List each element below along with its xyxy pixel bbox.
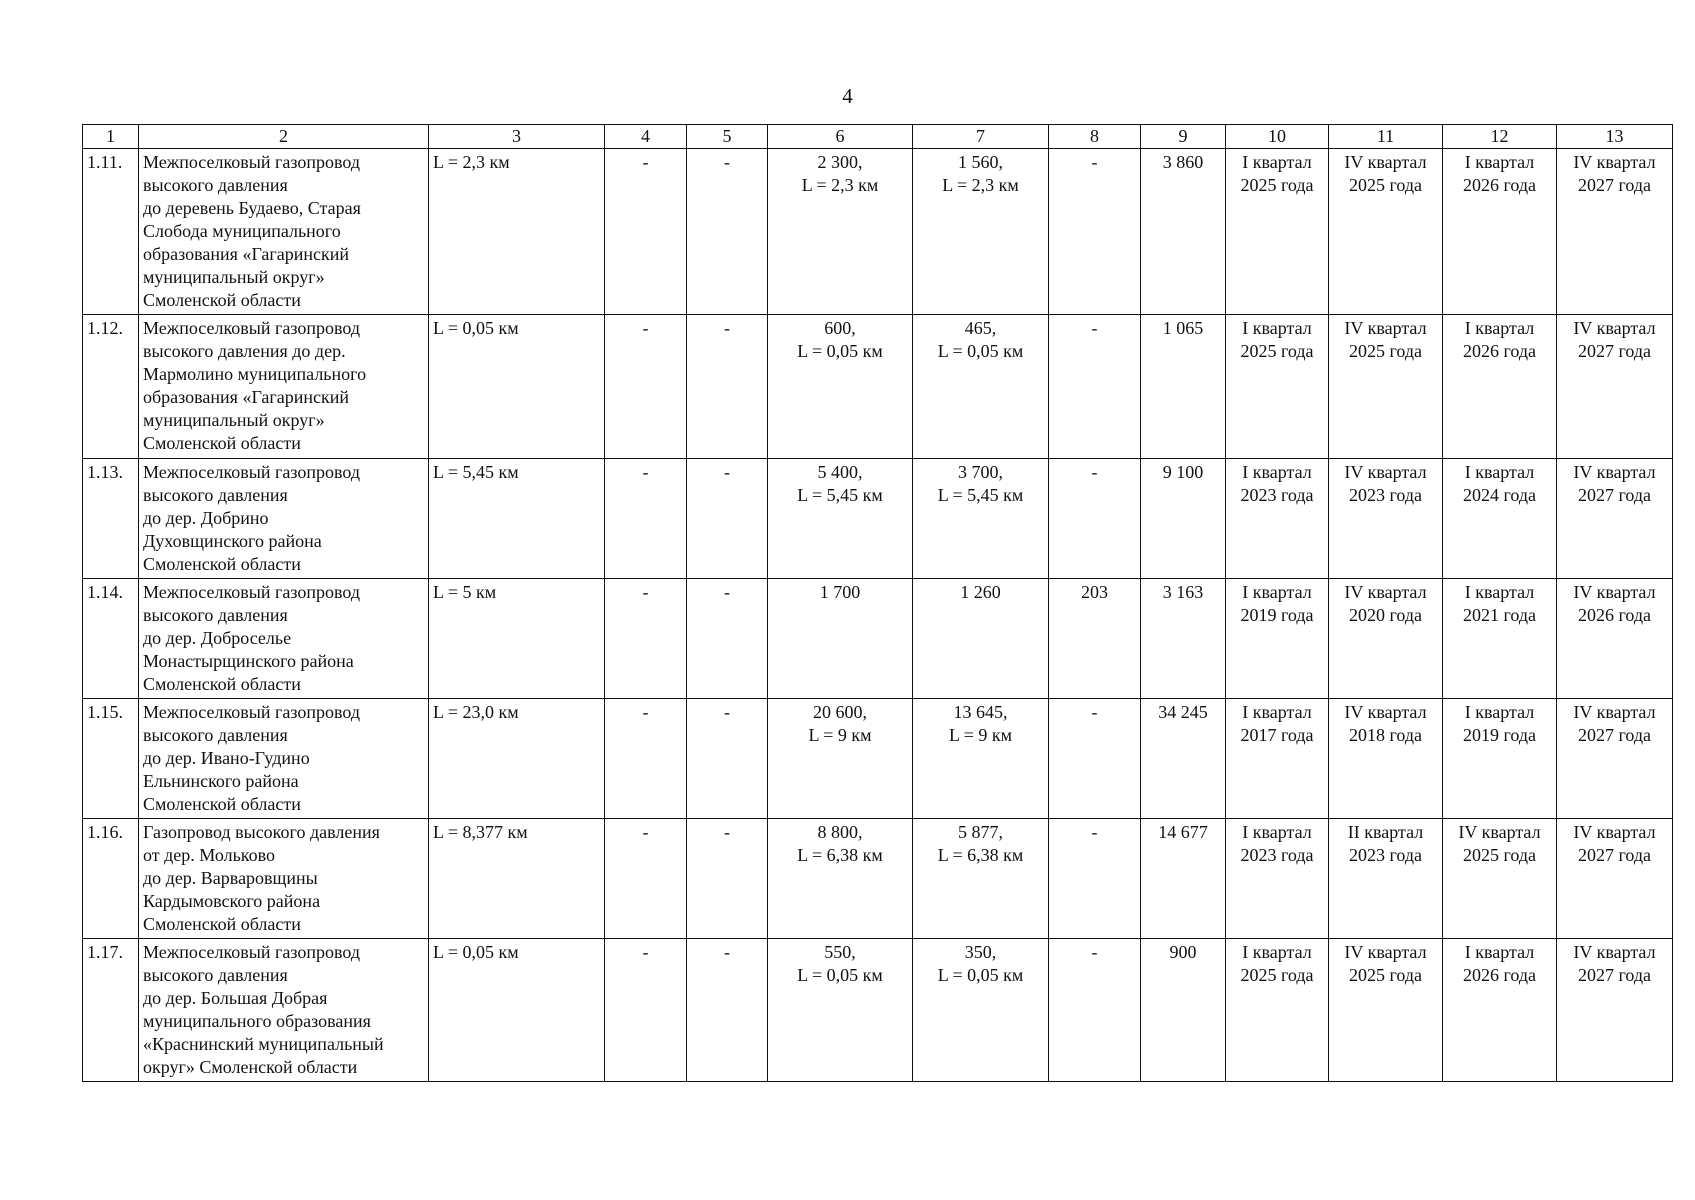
page-number: 4 (842, 84, 853, 108)
cell-col-5: - (687, 579, 768, 699)
cell-col-13: IV квартал 2027 года (1557, 459, 1673, 579)
cell-col-7: 5 877, L = 6,38 км (913, 819, 1049, 939)
cell-col-12: I квартал 2021 года (1443, 579, 1557, 699)
cell-col-4: - (605, 315, 687, 459)
object-name: Межпоселковый газопровод высокого давления до дер. Добрино Духовщинского района Смоленской области (139, 459, 429, 579)
cell-col-8: - (1049, 149, 1141, 315)
item-number: 1.16. (83, 819, 139, 939)
cell-col-7: 465, L = 0,05 км (913, 315, 1049, 459)
cell-col-4: - (605, 459, 687, 579)
table-row (83, 579, 1673, 699)
item-number: 1.15. (83, 699, 139, 819)
pipeline-length: L = 0,05 км (429, 315, 605, 459)
object-name: Межпоселковый газопровод высокого давления до деревень Будаево, Старая Слобода муниципального образования «Гагаринский муниципальный округ» Смоленской области (139, 149, 429, 315)
cell-col-8: 203 (1049, 579, 1141, 699)
cell-col-9: 34 245 (1141, 699, 1226, 819)
cell-col-11: IV квартал 2020 года (1329, 579, 1443, 699)
table-row (83, 699, 1673, 819)
cell-col-5: - (687, 819, 768, 939)
cell-col-12: I квартал 2024 года (1443, 459, 1557, 579)
cell-col-5: - (687, 459, 768, 579)
cell-col-13: IV квартал 2027 года (1557, 939, 1673, 1082)
item-number: 1.13. (83, 459, 139, 579)
table-row (83, 149, 1673, 315)
item-number: 1.14. (83, 579, 139, 699)
cell-col-7: 1 560, L = 2,3 км (913, 149, 1049, 315)
cell-col-9: 900 (1141, 939, 1226, 1082)
cell-col-10: I квартал 2025 года (1226, 149, 1329, 315)
column-number: 6 (768, 125, 913, 149)
cell-col-10: I квартал 2023 года (1226, 459, 1329, 579)
cell-col-12: IV квартал 2025 года (1443, 819, 1557, 939)
cell-col-12: I квартал 2019 года (1443, 699, 1557, 819)
cell-col-12: I квартал 2026 года (1443, 939, 1557, 1082)
column-number: 9 (1141, 125, 1226, 149)
cell-col-11: IV квартал 2025 года (1329, 939, 1443, 1082)
pipeline-length: L = 2,3 км (429, 149, 605, 315)
cell-col-4: - (605, 819, 687, 939)
cell-col-8: - (1049, 459, 1141, 579)
cell-col-9: 9 100 (1141, 459, 1226, 579)
column-number: 2 (139, 125, 429, 149)
object-name: Межпоселковый газопровод высокого давления до дер. Мармолино муниципального образования «Гагаринский муниципальный округ» Смоленской области (139, 315, 429, 459)
cell-col-11: IV квартал 2025 года (1329, 149, 1443, 315)
pipeline-length: L = 23,0 км (429, 699, 605, 819)
column-number: 8 (1049, 125, 1141, 149)
cell-col-4: - (605, 149, 687, 315)
item-number: 1.17. (83, 939, 139, 1082)
cell-col-7: 1 260 (913, 579, 1049, 699)
column-number: 11 (1329, 125, 1443, 149)
cell-col-12: I квартал 2026 года (1443, 315, 1557, 459)
cell-col-4: - (605, 579, 687, 699)
cell-col-7: 13 645, L = 9 км (913, 699, 1049, 819)
cell-col-13: IV квартал 2026 года (1557, 579, 1673, 699)
cell-col-6: 550, L = 0,05 км (768, 939, 913, 1082)
table-row (83, 315, 1673, 459)
cell-col-5: - (687, 315, 768, 459)
object-name: Газопровод высокого давления от дер. Мольково до дер. Варваровщины Кардымовского района Смоленской области (139, 819, 429, 939)
cell-col-6: 5 400, L = 5,45 км (768, 459, 913, 579)
pipeline-length: L = 5 км (429, 579, 605, 699)
column-number: 12 (1443, 125, 1557, 149)
pipeline-length: L = 5,45 км (429, 459, 605, 579)
pipeline-length: L = 0,05 км (429, 939, 605, 1082)
column-number: 7 (913, 125, 1049, 149)
cell-col-11: IV квартал 2018 года (1329, 699, 1443, 819)
item-number: 1.11. (83, 149, 139, 315)
cell-col-4: - (605, 699, 687, 819)
cell-col-13: IV квартал 2027 года (1557, 149, 1673, 315)
cell-col-8: - (1049, 315, 1141, 459)
cell-col-7: 3 700, L = 5,45 км (913, 459, 1049, 579)
column-number: 3 (429, 125, 605, 149)
cell-col-8: - (1049, 939, 1141, 1082)
cell-col-10: I квартал 2023 года (1226, 819, 1329, 939)
cell-col-10: I квартал 2025 года (1226, 939, 1329, 1082)
cell-col-13: IV квартал 2027 года (1557, 315, 1673, 459)
column-number: 13 (1557, 125, 1673, 149)
cell-col-10: I квартал 2017 года (1226, 699, 1329, 819)
cell-col-10: I квартал 2019 года (1226, 579, 1329, 699)
cell-col-11: IV квартал 2023 года (1329, 459, 1443, 579)
cell-col-6: 600, L = 0,05 км (768, 315, 913, 459)
item-number: 1.12. (83, 315, 139, 459)
cell-col-11: II квартал 2023 года (1329, 819, 1443, 939)
cell-col-6: 20 600, L = 9 км (768, 699, 913, 819)
cell-col-4: - (605, 939, 687, 1082)
cell-col-9: 3 163 (1141, 579, 1226, 699)
column-number: 10 (1226, 125, 1329, 149)
column-number: 5 (687, 125, 768, 149)
column-number: 1 (83, 125, 139, 149)
table-row (83, 819, 1673, 939)
cell-col-6: 1 700 (768, 579, 913, 699)
column-number: 4 (605, 125, 687, 149)
table-row (83, 939, 1673, 1082)
cell-col-12: I квартал 2026 года (1443, 149, 1557, 315)
cell-col-6: 2 300, L = 2,3 км (768, 149, 913, 315)
cell-col-8: - (1049, 819, 1141, 939)
object-name: Межпоселковый газопровод высокого давления до дер. Доброселье Монастырщинского района Смоленской области (139, 579, 429, 699)
cell-col-8: - (1049, 699, 1141, 819)
cell-col-11: IV квартал 2025 года (1329, 315, 1443, 459)
cell-col-9: 14 677 (1141, 819, 1226, 939)
table-row (83, 459, 1673, 579)
cell-col-5: - (687, 939, 768, 1082)
object-name: Межпоселковый газопровод высокого давления до дер. Ивано-Гудино Ельнинского района Смоленской области (139, 699, 429, 819)
cell-col-5: - (687, 699, 768, 819)
cell-col-9: 3 860 (1141, 149, 1226, 315)
cell-col-13: IV квартал 2027 года (1557, 819, 1673, 939)
pipeline-length: L = 8,377 км (429, 819, 605, 939)
object-name: Межпоселковый газопровод высокого давления до дер. Большая Добрая муниципального образования «Краснинский муниципальный округ» Смоленской области (139, 939, 429, 1082)
cell-col-13: IV квартал 2027 года (1557, 699, 1673, 819)
cell-col-10: I квартал 2025 года (1226, 315, 1329, 459)
cell-col-7: 350, L = 0,05 км (913, 939, 1049, 1082)
cell-col-9: 1 065 (1141, 315, 1226, 459)
cell-col-6: 8 800, L = 6,38 км (768, 819, 913, 939)
column-number-row (83, 125, 1673, 149)
gas-pipeline-table (82, 124, 1673, 1082)
cell-col-5: - (687, 149, 768, 315)
